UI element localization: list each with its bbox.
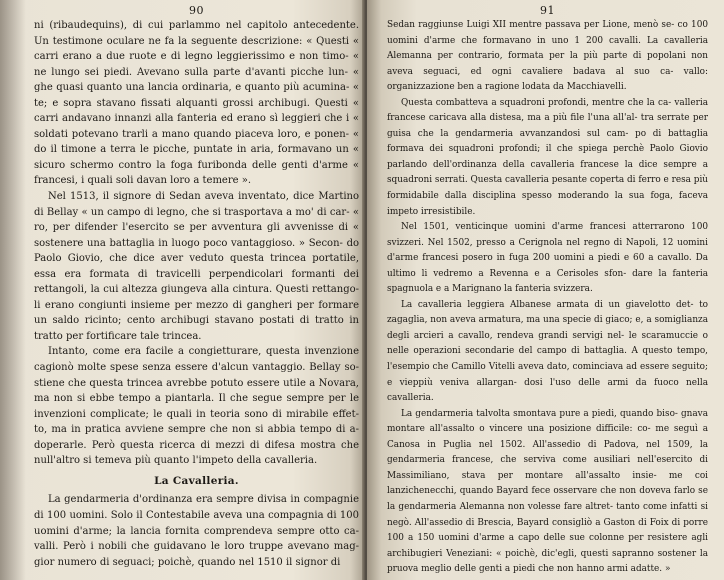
page-edge-shadow (0, 0, 26, 580)
right-page-number: 91 (540, 4, 555, 17)
right-paragraph-2: Questa combatteva a squadroni profondi, mentre che la ca- valleria francese caricava alla distesa, ma a più file l'una all'al- tra serrate per guisa che la gendarmeria avvanzandosi sul cam- po di battaglia formava dei squadroni profondi; il che spiega perchè Paolo Giovio parlando dell'ordinanza della cavalleria francese la dice sempre a squadroni serrati. Questa cavalleria pesante coperta di ferro e resa più formidabile dalla disciplina spesso moderando la sua foga, faceva impeto irresistibile. (387, 97, 708, 217)
right-page (367, 0, 724, 580)
right-paragraph-1: Sedan raggiunse Luigi XII mentre passava per Lione, menò se- co 100 uomini d'arme che formavano in uno 1 200 cavalli. La cavalleria Alemanna per contrario, formata per la più parte di popolani non aveva seguaci, ed ogni cavaliere badava al suo ca- vallo: organizzazione ben a ragione lodata da Macchiavelli. (387, 20, 708, 93)
left-paragraph-4: La gendarmeria d'ordinanza era sempre divisa in compagnie di 100 uomini. Solo il Contestabile aveva una compagnia di 100 uomini d'arme; la lancia fornita comprendeva sempre otto ca- valli. Però i nobili che guidavano le loro truppe avevano mag- gior numero di seguaci; poichè, quando nel 1510 il signor di (34, 494, 359, 568)
right-paragraph-3: Nel 1501, venticinque uomini d'arme francesi atterrarono 100 svizzeri. Nel 1502, presso a Cerignola nel regno di Napoli, 12 uomini d'arme francesi posero in fuga 200 uomini a piedi e 60 a cavallo. Da ultimo li vedremo a Revenna e a Cerisoles sfon- dare la fanteria spagnuola e a Marignano la fanteria svizzera. (387, 222, 708, 295)
right-page-body (387, 18, 708, 578)
right-paragraph-5: La gendarmeria talvolta smontava pure a piedi, quando biso- gnava montare all'assalto o vincere una posizione difficile: co- me seguì a Canosa in Puglia nel 1502. All'assedio di Padova, nel 1509, la gendarmeria francese, che serviva come ausiliari nell'esercito di Massimiliano, stava per montare all'assalto insie- me coi lanzichenecchi, quando Bayard fece osservare che non doveva farlo se la gendarmeria Alemanna non volesse fare altret- tanto come infatti si negò. All'assedio di Brescia, Bayard consigliò a Gaston di Foix di porre 100 a 150 uomini d'arme a capo delle sue colonne per resistere agli archibugieri Veneziani: « poichè, dic'egli, questi sapranno sostener la pruova meglio delle genti a piedi che non hanno armi adatte. » (387, 408, 708, 575)
left-paragraph-3: Intanto, come era facile a congietturare, questa invenzione cagionò molte spese senza essere d'alcun vantaggio. Bellay so- stiene che questa trincea avrebbe potuto essere utile a Novara, ma non si ebbe tempo a piantarla. Il che segue sempre per le invenzioni complicate; le quali in teoria sono di mirabile effet- to, ma in pratica avviene sempre che non si abbia tempo di a- doperarle. Però questa ricerca di mezzi di difesa mostra che null'altro si temeva più quanto l'impeto della cavalleria. (34, 346, 359, 467)
right-paragraph-4: La cavalleria leggiera Albanese armata di un giavelotto det- to zagaglia, non aveva armatura, ma una specie di giaco; e, a somiglianza degli arcieri a cavallo, rendeva grandi servigi nel- le scaramuccie o nelle operazioni secondarie del campo di battaglia. A questo tempo, l'esempio che Camillo Vitelli aveva dato, cominciava ad essere seguito; e vieppiù veniva allargan- dosi l'uso delle armi da fuoco nella cavalleria. (387, 299, 708, 404)
left-page-body (34, 18, 359, 570)
left-page-number: 90 (189, 4, 204, 17)
section-heading: La Cavalleria. (154, 474, 239, 487)
left-paragraph-1: ni (ribaudequins), di cui parlammo nel capitolo antecedente. Un testimone oculare ne fa la seguente descrizione: « Questi « carri erano a due ruote e di legno leggierissimo e non timo- « ne lungo sei piedi. Avevano sulla parte d'avanti picche lun- « ghe quasi quanto una lancia ordinaria, e quanto più acumina- « te; e sopra stavano fissati alquanti grossi archibugi. Questi « carri andavano innanzi alla fanteria ed erano sì leggieri che i « soldati potevano trarli a mano quando piaceva loro, e ponen- « do il timone a terra le picche, puntate in aria, formavano un « sicuro schermo contro la foga furibonda delle genti d'arme « francesi, i quali soli davan loro a temere ». (34, 20, 359, 187)
left-paragraph-2: Nel 1513, il signore di Sedan aveva inventato, dice Martino di Bellay « un campo di legno, che si trasportava a mo' di car- « ro, per difender l'esercito se per avventura gli avvenisse di « sostenere una battaglia in luogo poco vantaggioso. » Secon- do Paolo Giovio, che dice aver veduto questa trincea portatile, essa era formata di travicelli perpendicolari formanti dei rettangoli, la cui altezza giungeva alla cintura. Questi rettango- li erano congiunti insieme per mezzo di gangheri per formare un saldo ricinto; cento archibugi stavano postati di tratto in tratto per fortificare tale trincea. (34, 191, 359, 342)
